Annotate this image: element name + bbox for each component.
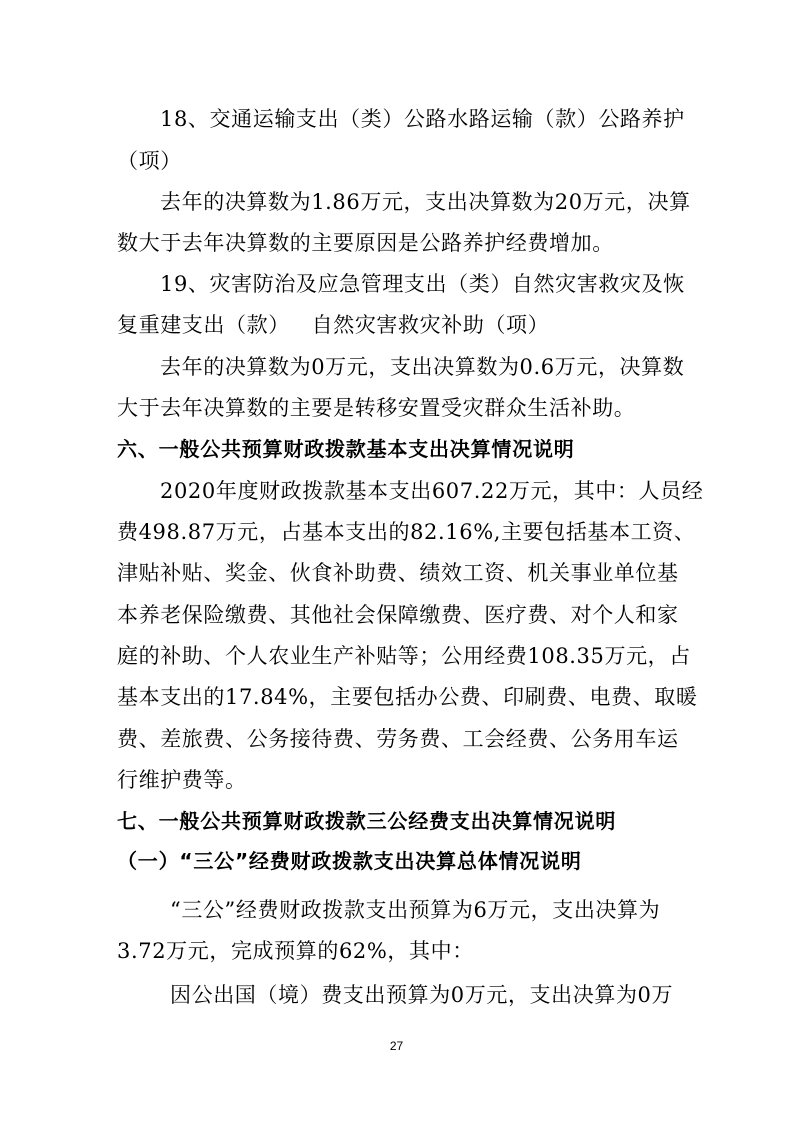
- paragraph-line: 复重建支出（款） 自然灾害救灾补助（项）: [117, 313, 550, 337]
- paragraph-line: 2020年度财政拨款基本支出607.22万元，其中：人员经: [160, 479, 704, 503]
- section-heading: 七、一般公共预算财政拨款三公经费支出决算情况说明: [117, 809, 617, 833]
- subsection-heading: （一）“三公”经费财政拨款支出决算总体情况说明: [117, 849, 582, 873]
- page-number: 27: [389, 1039, 404, 1053]
- paragraph-line: （项）: [117, 149, 182, 173]
- paragraph-line: 因公出国（境）费支出预算为0万元，支出决算为0万: [170, 983, 674, 1007]
- paragraph-line: 19、灾害防治及应急管理支出（类）自然灾害救灾及恢: [160, 272, 685, 296]
- paragraph-line: 18、交通运输支出（类）公路水路运输（款）公路养护: [160, 107, 685, 131]
- paragraph-line: “三公”经费财政拨款支出预算为6万元，支出决算为: [170, 898, 661, 922]
- paragraph-line: 去年的决算数为0万元，支出决算数为0.6万元，决算数: [160, 355, 685, 379]
- paragraph-line: 基本支出的17.84%，主要包括办公费、印刷费、电费、取暖: [117, 685, 698, 709]
- paragraph-line: 本养老保险缴费、其他社会保障缴费、医疗费、对个人和家: [117, 603, 679, 627]
- paragraph-line: 费、差旅费、公务接待费、劳务费、工会经费、公务用车运: [117, 727, 679, 751]
- paragraph-line: 庭的补助、个人农业生产补贴等；公用经费108.35万元，占: [117, 644, 691, 668]
- paragraph-line: 去年的决算数为1.86万元，支出决算数为20万元，决算: [160, 190, 691, 214]
- paragraph-line: 行维护费等。: [117, 768, 247, 792]
- paragraph-line: 津贴补贴、奖金、伙食补助费、绩效工资、机关事业单位基: [117, 561, 679, 585]
- paragraph-line: 大于去年决算数的主要是转移安置受灾群众生活补助。: [117, 396, 636, 420]
- paragraph-line: 3.72万元，完成预算的62%，其中：: [117, 939, 474, 963]
- paragraph-line: 数大于去年决算数的主要原因是公路养护经费增加。: [117, 231, 614, 255]
- paragraph-line: 费498.87万元，占基本支出的82.16%,主要包括基本工资、: [117, 520, 696, 544]
- section-heading: 六、一般公共预算财政拨款基本支出决算情况说明: [117, 437, 575, 461]
